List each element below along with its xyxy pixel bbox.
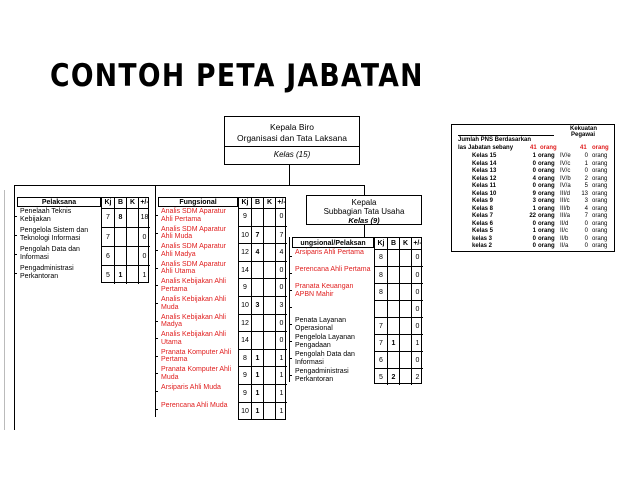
- cell-pm: 0: [275, 208, 287, 226]
- position-name: Pranata Komputer Ahli Muda: [161, 366, 232, 381]
- cell-kj: 8: [375, 283, 387, 300]
- row-connector: [155, 268, 158, 269]
- legend-n: 3: [532, 198, 536, 204]
- legend-pegawai: Pegawai: [571, 132, 596, 138]
- cell-pm: 1: [411, 334, 423, 351]
- col-b: B: [387, 238, 399, 249]
- cell-pm: 0: [411, 283, 423, 300]
- cell-kj: 6: [102, 246, 114, 265]
- legend-p: 0: [584, 153, 588, 159]
- sub-kelas: Kelas (9): [348, 216, 380, 225]
- legend-jabatan-value: 41: [530, 145, 537, 151]
- cell-b: [387, 283, 399, 300]
- legend-pu: orang: [592, 205, 608, 212]
- legend-n: 0: [532, 235, 536, 242]
- legend-p: 2: [584, 175, 588, 182]
- legend-g: IV/b: [560, 175, 571, 182]
- legend-g: III/d: [560, 190, 571, 197]
- legend-jabatan-unit: orang: [540, 145, 557, 151]
- cell-b: [387, 351, 399, 368]
- cell-b: [387, 300, 399, 317]
- cell-k: [263, 384, 275, 402]
- legend-p: 4: [584, 205, 588, 212]
- legend-u: orang: [538, 228, 555, 234]
- row-connector: [155, 321, 158, 322]
- legend-u: orang: [538, 153, 555, 159]
- row-connector: [155, 356, 158, 357]
- legend-kekuatan: Kekuatan: [570, 126, 598, 132]
- row-connector: [289, 341, 292, 342]
- position-name: Pengolah Data dan Informasi: [295, 351, 355, 366]
- position-name: Analis Kebijakan Ahli Pertama: [161, 278, 226, 293]
- cell-k: [399, 368, 411, 385]
- col-pm: +/-: [411, 238, 423, 249]
- cell-kj: 12: [239, 243, 251, 261]
- legend-u: orang: [538, 235, 555, 242]
- legend-kelas: Kelas 15: [472, 153, 497, 159]
- legend-p: 0: [584, 228, 588, 234]
- cell-kj: 10: [239, 226, 251, 244]
- cell-b: 1: [387, 334, 399, 351]
- cell-b: [114, 246, 126, 265]
- row-connector: [289, 273, 292, 274]
- legend-u: orang: [538, 198, 555, 204]
- legend-g: IV/a: [560, 183, 571, 189]
- position-name: Pengolah Data dan Informasi: [20, 246, 80, 261]
- position-name: Penata Layanan Operasional: [295, 317, 346, 332]
- legend-pu: orang: [592, 183, 608, 189]
- legend-kelas: Kelas 9: [472, 198, 494, 204]
- legend-g: II/b: [560, 235, 569, 242]
- connector-sub-down: [364, 225, 365, 237]
- cell-kj: 7: [102, 227, 114, 246]
- col-k: K: [399, 238, 411, 249]
- cell-b: 1: [251, 402, 263, 420]
- col-pm: +/-: [275, 198, 287, 208]
- col-pm: +/-: [138, 198, 150, 208]
- cell-pm: 0: [138, 227, 150, 246]
- cell-b: [251, 278, 263, 296]
- row-connector: [14, 216, 17, 217]
- legend-n: 0: [532, 183, 536, 189]
- legend-u: orang: [538, 190, 555, 197]
- cell-kj: 8: [239, 349, 251, 367]
- legend-u: orang: [538, 160, 555, 167]
- legend-p: 13: [581, 190, 588, 197]
- cell-k: [263, 261, 275, 279]
- cell-kj: 5: [375, 368, 387, 385]
- cell-k: [126, 208, 138, 227]
- row-connector: [155, 373, 158, 374]
- cell-k: [263, 226, 275, 244]
- position-name: Perencana Ahli Pertama: [295, 266, 371, 273]
- kepala-biro-title: Kepala Biro: [270, 122, 314, 132]
- kepala-biro-box: [224, 116, 360, 165]
- legend-pu: orang: [592, 198, 608, 204]
- legend-kelas: Kelas 8: [472, 205, 494, 212]
- cell-b: [251, 331, 263, 349]
- cell-pm: 3: [275, 296, 287, 314]
- cell-b: 8: [114, 208, 126, 227]
- cell-k: [263, 278, 275, 296]
- cell-pm: 0: [275, 331, 287, 349]
- position-name: Analis Kebijakan Ahli Muda: [161, 296, 226, 311]
- cell-k: [263, 402, 275, 420]
- connector-top-down: [289, 165, 290, 185]
- legend-kelas: Kelas 11: [472, 183, 497, 189]
- cell-b: 3: [251, 296, 263, 314]
- kepala-subbagian-box: [306, 195, 422, 225]
- cell-k: [399, 317, 411, 334]
- legend-u: orang: [538, 168, 555, 174]
- legend-n: 1: [532, 205, 536, 212]
- row-connector: [289, 307, 292, 308]
- cell-k: [263, 296, 275, 314]
- col-k: K: [126, 198, 138, 208]
- position-name: Pengelola Sistem dan Teknologi Informasi: [20, 227, 89, 242]
- cell-b: 7: [251, 226, 263, 244]
- legend-kelas: Kelas 12: [472, 175, 497, 182]
- cell-kj: 8: [379, 254, 383, 261]
- position-name: Analis SDM Aparatur Ahli Pertama: [161, 208, 226, 223]
- cell-kj: 8: [375, 266, 387, 283]
- row-connector: [289, 290, 292, 291]
- position-name: Analis Kebijakan Ahli Utama: [161, 331, 226, 346]
- legend-p: 0: [584, 243, 588, 249]
- cell-k: [399, 266, 411, 283]
- cell-pm: 0: [411, 249, 423, 266]
- legend-g: II/d: [560, 220, 569, 227]
- legend-g: II/c: [560, 228, 569, 234]
- cell-pm: 0: [411, 266, 423, 283]
- cell-b: [251, 314, 263, 332]
- cell-k: [399, 334, 411, 351]
- legend-row: [458, 242, 610, 250]
- kepala-biro-kelas: Kelas (15): [273, 150, 311, 159]
- cell-kj: 9: [239, 278, 251, 296]
- legend-pu: orang: [592, 190, 608, 197]
- legend-n: 1: [532, 153, 536, 159]
- connector-pelaksana: [14, 185, 15, 197]
- legend-u: orang: [538, 205, 555, 212]
- legend-p: 7: [584, 213, 588, 219]
- row-connector: [289, 358, 292, 359]
- tu-table: [292, 237, 422, 384]
- col-kj: Kj: [241, 199, 249, 206]
- cell-kj: 14: [239, 331, 251, 349]
- spine-tu: [289, 237, 290, 382]
- cell-pm: 1: [275, 402, 287, 420]
- cell-k: [263, 331, 275, 349]
- cell-pm: 0: [411, 351, 423, 368]
- position-name: Analis Kebijakan Ahli Madya: [161, 313, 226, 329]
- cell-kj: 9: [239, 384, 251, 402]
- cell-k: [126, 246, 138, 265]
- cell-k: [399, 283, 411, 300]
- cell-pm: 4: [275, 243, 287, 261]
- col-kj: Kj: [104, 199, 112, 206]
- legend-n: 4: [532, 175, 536, 182]
- cell-k: [263, 366, 275, 384]
- legend-u: orang: [538, 175, 555, 182]
- legend-kelas: Kelas 14: [472, 160, 497, 167]
- legend-kelas: Kelas 5: [472, 228, 494, 234]
- legend-kelas: kelas 3: [472, 235, 493, 242]
- legend-g: IV/e: [560, 153, 571, 159]
- legend-pu: orang: [592, 168, 608, 174]
- cell-kj: 14: [239, 261, 251, 279]
- cell-pm: 0: [411, 300, 423, 317]
- col-b: B: [251, 198, 263, 208]
- legend-box: [451, 124, 615, 252]
- col-kj: Kj: [377, 240, 385, 247]
- position-name: Analis SDM Aparatur Ahli Madya: [161, 243, 226, 258]
- cell-k: [263, 349, 275, 367]
- fungsional-header: Fungsional: [179, 199, 217, 206]
- legend-g: IV/c: [560, 168, 571, 174]
- cell-kj: 12: [239, 314, 251, 332]
- cell-k: [399, 300, 411, 317]
- row-connector: [155, 250, 158, 251]
- position-name: Pengadministrasi Perkantoran: [295, 368, 349, 383]
- cell-b: 1: [251, 384, 263, 402]
- row-connector: [155, 391, 158, 392]
- row-connector: [155, 233, 158, 234]
- legend-pegawai-total: 41: [580, 145, 587, 151]
- position-name: Perencana Ahli Muda: [161, 401, 228, 409]
- cell-kj: 7: [106, 214, 110, 221]
- legend-n: 22: [529, 213, 536, 219]
- cell-pm: 1: [275, 349, 287, 367]
- legend-pu: orang: [592, 213, 608, 219]
- cell-b: 1: [114, 265, 126, 284]
- cell-pm: 0: [275, 261, 287, 279]
- tu-header: ungsional/Pelaksan: [300, 240, 366, 247]
- legend-kelas: Kelas 13: [472, 168, 497, 174]
- cell-kj: 5: [102, 265, 114, 284]
- legend-g: III/c: [560, 198, 570, 204]
- row-connector: [155, 215, 158, 216]
- cell-pm: 1: [275, 384, 287, 402]
- legend-n: 0: [532, 243, 536, 249]
- legend-n: 0: [532, 168, 536, 174]
- sub-unit: Subbagian Tata Usaha: [323, 207, 405, 216]
- cell-kj: 10: [239, 296, 251, 314]
- legend-p: 0: [584, 220, 588, 227]
- cell-kj: 6: [375, 351, 387, 368]
- legend-p: 1: [584, 160, 588, 167]
- spine-pelaksana: [14, 197, 15, 430]
- position-name: Pengelola Layanan Pengadaan: [295, 334, 355, 349]
- row-connector: [14, 273, 17, 274]
- legend-p: 0: [584, 168, 588, 174]
- legend-p: 5: [584, 183, 588, 189]
- cell-k: [126, 265, 138, 284]
- cell-pm: 18: [138, 208, 150, 227]
- legend-n: 0: [532, 160, 536, 167]
- legend-p: 3: [584, 198, 588, 204]
- cell-b: [387, 266, 399, 283]
- legend-pu: orang: [592, 153, 608, 159]
- cell-k: [399, 351, 411, 368]
- cell-pm: 0: [275, 278, 287, 296]
- row-connector: [289, 256, 292, 257]
- legend-kelas: Kelas 6: [472, 220, 494, 227]
- legend-g: IV/c: [560, 160, 571, 167]
- legend-g: III/b: [560, 205, 571, 212]
- legend-pegawai-unit: orang: [592, 145, 609, 151]
- cell-b: 4: [251, 243, 263, 261]
- cell-k: [263, 243, 275, 261]
- pelaksana-header: Pelaksana: [41, 199, 77, 206]
- legend-pu: orang: [592, 160, 608, 167]
- cell-kj: 7: [375, 334, 387, 351]
- cell-b: 1: [251, 366, 263, 384]
- cell-b: [251, 208, 263, 226]
- cell-b: 1: [251, 349, 263, 367]
- legend-pu: orang: [592, 228, 608, 234]
- row-connector: [14, 254, 17, 255]
- cell-k: [399, 249, 411, 266]
- cell-kj: 7: [375, 317, 387, 334]
- legend-n: 9: [532, 190, 536, 197]
- cell-pm: 0: [138, 246, 150, 265]
- row-connector: [155, 285, 158, 286]
- cell-kj: 10: [239, 402, 251, 420]
- connector-horizontal: [14, 185, 364, 186]
- legend-u: orang: [538, 183, 555, 189]
- legend-u: orang: [538, 220, 555, 227]
- cell-b: [251, 261, 263, 279]
- cell-b: [387, 249, 399, 266]
- position-name: Pranata Keuangan APBN Mahir: [295, 283, 354, 298]
- legend-g: III/a: [560, 213, 571, 219]
- position-name: Pengadministrasi Perkantoran: [20, 265, 74, 280]
- cell-kj: 9: [239, 366, 251, 384]
- position-name: Pranata Komputer Ahli Pertama: [161, 348, 232, 364]
- cell-b: [114, 227, 126, 246]
- cell-pm: 2: [411, 368, 423, 385]
- cell-k: [263, 314, 275, 332]
- cell-k: [263, 208, 275, 226]
- cell-b: 2: [387, 368, 399, 385]
- row-connector: [155, 338, 158, 339]
- cell-kj: [375, 300, 387, 317]
- pelaksana-table: [17, 197, 149, 283]
- legend-u: orang: [538, 243, 555, 249]
- row-connector: [155, 303, 158, 304]
- position-name: Analis SDM Aparatur Ahli Muda: [161, 225, 226, 241]
- cell-pm: 7: [275, 226, 287, 244]
- page-title: CONTOH PETA JABATAN: [50, 58, 424, 94]
- row-connector: [289, 375, 292, 376]
- cell-pm: 1: [138, 265, 150, 284]
- cell-k: [126, 227, 138, 246]
- legend-n: 0: [532, 220, 536, 227]
- legend-jumlah: Jumlah PNS Berdasarkan: [458, 137, 532, 143]
- position-name: Arsiparis Ahli Pertama: [295, 249, 364, 256]
- position-name: Arsiparis Ahli Muda: [161, 384, 221, 391]
- col-b: B: [114, 198, 126, 208]
- legend-jabatan-label: las Jabatan sebany: [458, 145, 514, 151]
- legend-kelas: Kelas 7: [472, 213, 494, 219]
- legend-u: orang: [538, 213, 555, 219]
- legend-pu: orang: [592, 235, 608, 242]
- connector-fungsional: [155, 185, 156, 197]
- col-k: K: [263, 198, 275, 208]
- row-connector: [289, 324, 292, 325]
- cell-pm: 0: [411, 317, 423, 334]
- fungsional-table: [158, 197, 286, 420]
- legend-pu: orang: [592, 220, 608, 227]
- position-name: Penelaah Teknis Kebijakan: [20, 208, 72, 223]
- legend-pu: orang: [592, 243, 608, 249]
- legend-g: II/a: [560, 243, 569, 249]
- sub-title: Kepala: [351, 198, 377, 207]
- spine-fungsional: [155, 197, 156, 417]
- cell-b: [387, 317, 399, 334]
- legend-p: 0: [584, 235, 588, 242]
- connector-sub: [364, 185, 365, 195]
- legend-n: 1: [532, 228, 536, 234]
- legend-kelas: Kelas 10: [472, 190, 497, 197]
- row-connector: [155, 409, 158, 410]
- kepala-biro-unit: Organisasi dan Tata Laksana: [237, 133, 347, 143]
- legend-kelas: kelas 2: [472, 243, 493, 249]
- cell-kj: 9: [243, 213, 247, 220]
- position-name: Analis SDM Aparatur Ahli Utama: [161, 260, 226, 276]
- cell-pm: 0: [275, 314, 287, 332]
- row-connector: [14, 235, 17, 236]
- cell-pm: 1: [275, 366, 287, 384]
- legend-pu: orang: [592, 175, 608, 182]
